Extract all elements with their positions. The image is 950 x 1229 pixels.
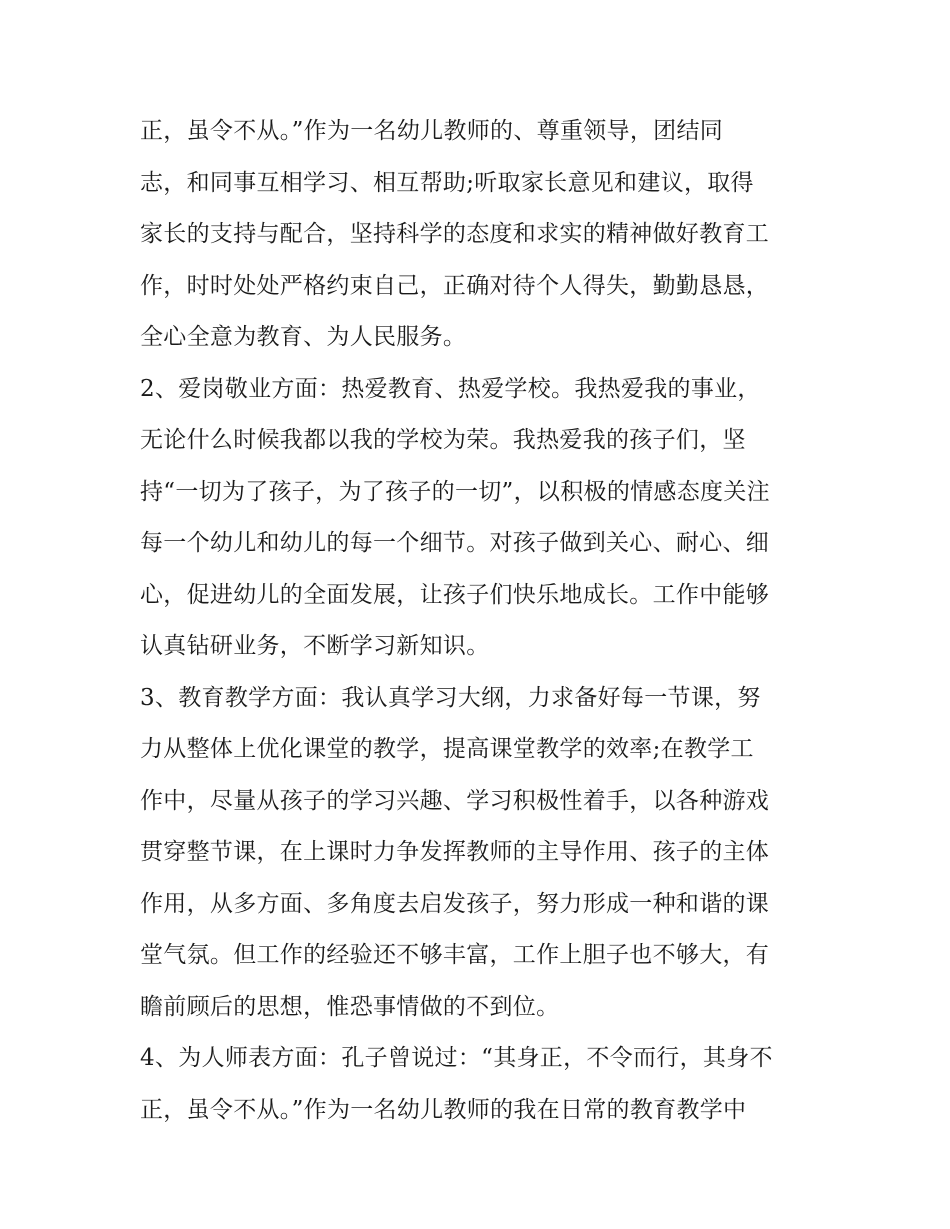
text-line-16: 作用，从多方面、多角度去启发孩子，努力形成一种和谐的课 xyxy=(140,890,770,917)
text-line-12: 3、教育教学方面：我认真学习大纲，力求备好每一节课，努 xyxy=(140,684,761,711)
body-text xyxy=(140,106,820,1136)
text-line-1: 正，虽令不从。”作为一名幼儿教师的、尊重领导，团结同 xyxy=(140,118,724,144)
text-line-10: 心，促进幼儿的全面发展，让孩子们快乐地成长。工作中能够 xyxy=(140,581,770,608)
text-line-11: 认真钻研业务，不断学习新知识。 xyxy=(140,633,490,659)
text-line-20: 正，虽令不从。”作为一名幼儿教师的我在日常的教育教学中 xyxy=(140,1096,747,1123)
text-line-18: 瞻前顾后的思想，惟恐事情做的不到位。 xyxy=(140,993,560,1020)
text-line-17: 堂气氛。但工作的经验还不够丰富，工作上胆子也不够大，有 xyxy=(140,942,770,968)
text-line-13: 力从整体上优化课堂的教学，提高课堂教学的效率;在教学工 xyxy=(140,736,754,762)
text-line-6: 2、爱岗敬业方面：热爱教育、热爱学校。我热爱我的事业， xyxy=(140,375,761,402)
text-line-5: 全心全意为教育、为人民服务。 xyxy=(140,324,467,350)
text-line-7: 无论什么时候我都以我的学校为荣。我热爱我的孩子们，坚 xyxy=(140,427,746,453)
text-line-4: 作，时时处处严格约束自己，正确对待个人得失，勤勤恳恳， xyxy=(140,272,770,299)
text-line-2: 志，和同事互相学习、相互帮助;听取家长意见和建议，取得 xyxy=(140,169,754,196)
text-line-8: 持“一切为了孩子，为了孩子的一切”，以积极的情感态度关注 xyxy=(140,478,770,505)
text-line-14: 作中，尽量从孩子的学习兴趣、学习积极性着手，以各种游戏 xyxy=(140,787,770,814)
text-line-9: 每一个幼儿和幼儿的每一个细节。对孩子做到关心、耐心、细 xyxy=(140,530,770,556)
text-line-3: 家长的支持与配合，坚持科学的态度和求实的精神做好教育工 xyxy=(140,221,770,247)
text-line-15: 贯穿整节课，在上课时力争发挥教师的主导作用、孩子的主体 xyxy=(140,839,770,865)
text-line-19: 4、为人师表方面：孔子曾说过：“其身正，不令而行，其身不 xyxy=(140,1045,773,1071)
